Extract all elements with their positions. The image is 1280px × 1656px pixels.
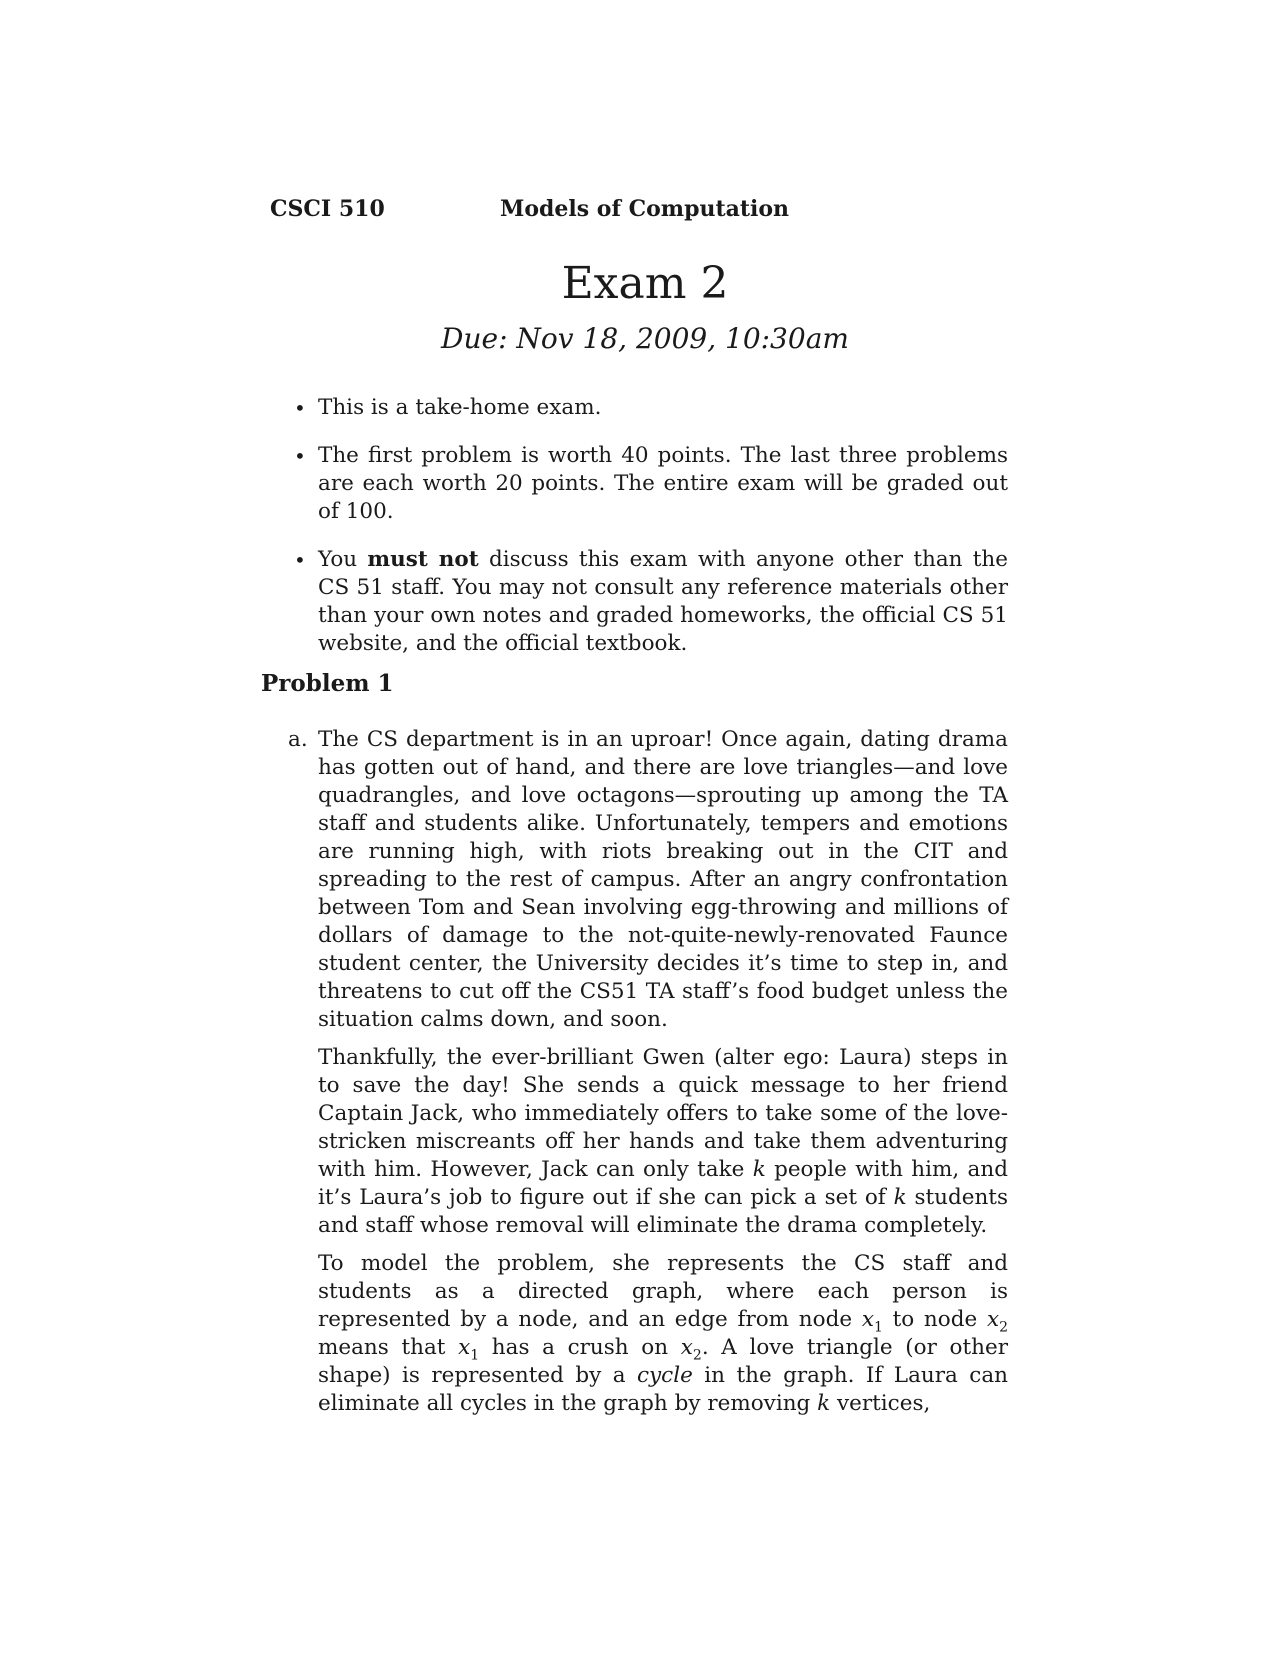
due-date: Due: Nov 18, 2009, 10:30am: [441, 322, 849, 355]
paragraph-text: has a crush on: [479, 1335, 681, 1360]
instructions-list: [294, 394, 1009, 678]
instruction-item: [294, 546, 1009, 658]
instruction-text: This is a take-home exam.: [318, 395, 602, 420]
instruction-emphasis: must not: [367, 547, 479, 572]
math-subscript: 1: [470, 1347, 480, 1364]
math-k: k: [752, 1157, 766, 1182]
math-x: x: [861, 1307, 874, 1332]
instruction-item: [294, 442, 1008, 526]
course-code: CSCI 510: [270, 196, 385, 222]
instruction-text-post: discuss this exam with anyone other than the CS 51 staff. You may not consult any reference materials other than your own notes and graded homeworks, the official CS 51 website, and the official textbook.: [318, 547, 1009, 656]
instruction-text: The first problem is worth 40 points. The last three problems are each worth 20 points. The entire exam will be graded out of 100.: [318, 443, 1008, 524]
math-x: x: [680, 1335, 693, 1360]
math-subscript: 1: [873, 1319, 883, 1336]
paragraph-text: to node: [882, 1307, 987, 1332]
paragraph-1: The CS department is in an uproar! Once again, dating drama has gotten out of hand, and there are love triangles—and love quadrangles, and love octagons—sprouting up among the TA staff and students alike. Unfortunately, tempers and emotions are running high, with riots breaking out in the CIT and spreading to the rest of campus. After an angry confrontation between Tom and Sean involving egg-throwing and millions of dollars of damage to the not-quite-newly-renovated Faunce student center, the University decides it’s time to step in, and threatens to cut off the CS51 TA staff’s food budget unless the situation calms down, and soon.: [318, 727, 1008, 1032]
instruction-text-pre: You: [318, 547, 368, 572]
paragraph-text: students and staff whose removal will eliminate the drama completely.: [318, 1185, 1008, 1238]
cycle-term: cycle: [636, 1363, 693, 1388]
exam-title: Exam 2: [561, 258, 729, 309]
paragraph-text: in the graph. If Laura can eliminate all cycles in the graph by removing: [318, 1363, 1008, 1416]
math-k: k: [893, 1185, 907, 1210]
paragraph-text: people with him, and it’s Laura’s job to figure out if she can pick a set of: [318, 1157, 1008, 1210]
paragraph-text: means that: [318, 1335, 459, 1360]
paragraph-text: vertices,: [830, 1391, 931, 1416]
paragraph-2: [318, 1044, 1008, 1240]
bullet-icon: •: [294, 396, 306, 420]
math-subscript: 2: [999, 1319, 1008, 1336]
course-title: Models of Computation: [500, 196, 790, 222]
paragraph-3: [318, 1250, 1008, 1418]
paragraph-text: Thankfully, the ever-brilliant Gwen (alter ego: Laura) steps in to save the day! She sends a quick message to her friend Captain Jack, who immediately offers to take some of the love-stricken miscreants off her hands and take them adventuring with him. However, Jack can only take: [318, 1045, 1008, 1182]
part-label: a.: [288, 727, 308, 752]
math-subscript: 2: [692, 1347, 702, 1364]
math-x: x: [986, 1307, 1000, 1332]
problem-heading: Problem 1: [261, 670, 394, 697]
instruction-item: [294, 394, 1008, 422]
paragraph-text: To model the problem, she represents the CS staff and students as a directed graph, where each person is represented by a node, and an edge from node: [318, 1251, 1008, 1332]
paragraph-text: . A love triangle (or other shape) is represented by a: [318, 1335, 1008, 1388]
problem-body: [288, 726, 1008, 1428]
bullet-icon: •: [294, 548, 306, 572]
bullet-icon: •: [294, 444, 306, 468]
math-x: x: [458, 1335, 471, 1360]
math-k: k: [817, 1391, 831, 1416]
